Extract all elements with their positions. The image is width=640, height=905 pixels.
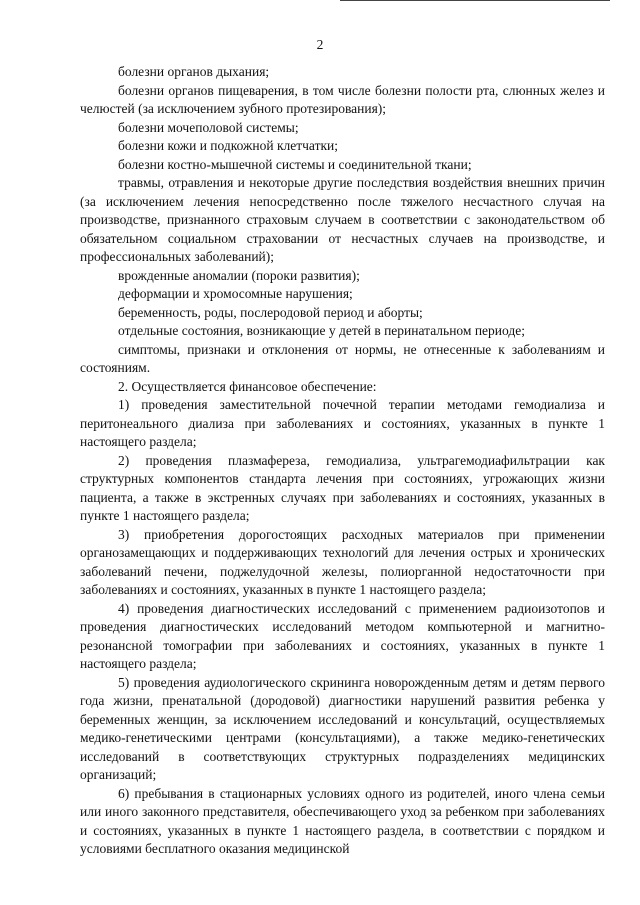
paragraph: отдельные состояния, возникающие у детей в перинатальном периоде; (118, 323, 525, 338)
list-item: 5) проведения аудиологического скрининга новорожденным детям и детям первого года жизни, пренатальной (дородовой) диагностики нарушений развития ребенка у беременных женщин, за исключением исследований и консультаций, осуществляемых медико-генетическими центрами (консультациями), а также медико-генетических исследований в соответствующих структурных подразделениях медицинских организаций; (80, 674, 605, 782)
paragraph: болезни костно-мышечной системы и соединительной ткани; (118, 156, 472, 172)
paragraph: врожденные аномалии (пороки развития); (118, 267, 360, 283)
paragraph: болезни мочеполовой системы; (118, 119, 299, 135)
paragraph: травмы, отравления и некоторые другие последствия воздействия внешних причин (за исключением лечения непосредственно после тяжелого несчастного случая на производстве, признанного страховым случаем в соответствии с законодательством об обязательном социальном страховании от несчастных случаев на производстве, и профессиональных заболеваний); (80, 175, 605, 264)
paragraph: деформации и хромосомные нарушения; (118, 286, 353, 301)
paragraph: болезни органов пищеварения, в том числе болезни полости рта, слюнных желез и челюстей (за исключением зубного протезирования); (80, 82, 605, 116)
paragraph: болезни органов дыхания; (118, 64, 270, 79)
list-item: 2) проведения плазмафереза, гемодиализа, ультрагемодиафильтрации как структурных компонентов стандарта лечения при состояниях, угрожающих жизни пациента, а также в экстренных случаях при заболеваниях и состояниях, указанных в пункте 1 настоящего раздела; (80, 452, 605, 523)
paragraph: беременность, роды, послеродовой период и аборты; (118, 304, 423, 320)
section-heading: 2. Осуществляется финансовое обеспечение: (118, 378, 377, 394)
list-item: 3) приобретения дорогостоящих расходных материалов при применении органозамещающих и поддерживающих технологий для лечения острых и хронических заболеваний печени, поджелудочной железы, полиорганной недостаточности при заболеваниях и состояниях, указанных в пункте 1 настоящего раздела; (80, 526, 605, 597)
paragraph: симптомы, признаки и отклонения от нормы, не отнесенные к заболеваниям и состояниям. (80, 341, 605, 375)
list-item: 4) проведения диагностических исследований с применением радиоизотопов и проведения диагностических исследований методом компьютерной и магнитно-резонансной томографии при заболеваниях и состояниях, указанных в пункте 1 настоящего раздела; (80, 600, 605, 671)
document-body (80, 63, 605, 859)
top-edge-rule (340, 0, 610, 1)
list-item: 1) проведения заместительной почечной терапии методами гемодиализа и перитонеального диализа при заболеваниях и состояниях, указанных в пункте 1 настоящего раздела; (80, 397, 605, 449)
page-number: 2 (316, 37, 324, 52)
paragraph: болезни кожи и подкожной клетчатки; (118, 138, 339, 153)
list-item: 6) пребывания в стационарных условиях одного из родителей, иного члена семьи или иного законного представителя, обеспечивающего уход за ребенком при заболеваниях и состояниях, указанных в пункте 1 настоящего раздела, в соответствии с порядком и условиями бесплатного оказания медицинской (80, 785, 605, 856)
